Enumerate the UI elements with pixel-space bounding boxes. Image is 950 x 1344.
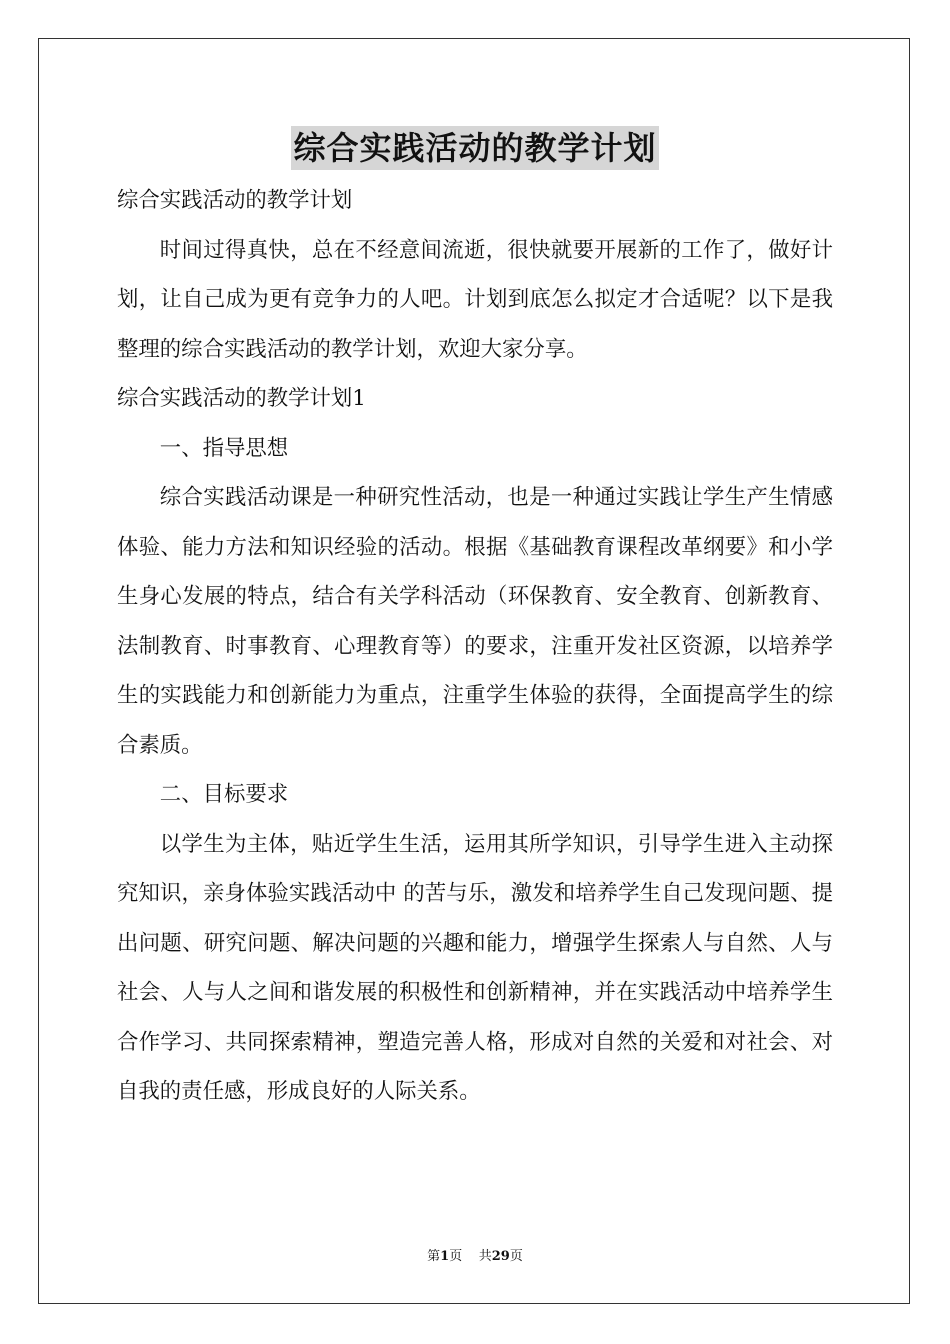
document-body [117, 176, 833, 1117]
paragraph-guiding-ideology: 综合实践活动课是一种研究性活动，也是一种通过实践让学生产生情感体验、能力方法和知识经验的活动。根据《基础教育课程改革纲要》和小学生身心发展的特点，结合有关学科活动（环保教育、安全教育、创新教育、法制教育、时事教育、心理教育等）的要求，注重开发社区资源，以培养学生的实践能力和创新能力为重点，注重学生体验的获得，全面提高学生的综合素质。 [117, 485, 833, 758]
page-prefix: 第 [427, 1249, 441, 1264]
subtitle: 综合实践活动的教学计划 [117, 188, 353, 213]
page-footer [0, 1248, 950, 1266]
total-prefix: 共 [478, 1249, 492, 1264]
page-suffix: 页 [449, 1249, 463, 1264]
intro-paragraph: 时间过得真快，总在不经意间流逝，很快就要开展新的工作了，做好计划，让自己成为更有竞争力的人吧。计划到底怎么拟定才合适呢？以下是我整理的综合实践活动的教学计划，欢迎大家分享。 [117, 237, 833, 362]
heading-guiding-ideology: 一、指导思想 [159, 435, 289, 461]
document-title: 综合实践活动的教学计划 [291, 126, 658, 170]
total-pages: 29 [491, 1249, 510, 1264]
section-title: 综合实践活动的教学计划1 [117, 386, 366, 411]
paragraph-goals: 以学生为主体，贴近学生生活，运用其所学知识，引导学生进入主动探究知识，亲身体验实践活动中 的苦与乐，激发和培养学生自己发现问题、提出问题、研究问题、解决问题的兴趣和能力，增强学生探索人与自然、人与社会、人与人之间和谐发展的积极性和创新精神，并在实践活动中培养学生合作学习、共同探索精神，塑造完善人格，形成对自然的关爱和对社会、对自我的责任感，形成良好的人际关系。 [117, 831, 833, 1104]
page-number: 1 [440, 1249, 450, 1264]
heading-goals: 二、目标要求 [159, 782, 289, 807]
total-suffix: 页 [509, 1249, 523, 1264]
title-container [0, 126, 950, 170]
